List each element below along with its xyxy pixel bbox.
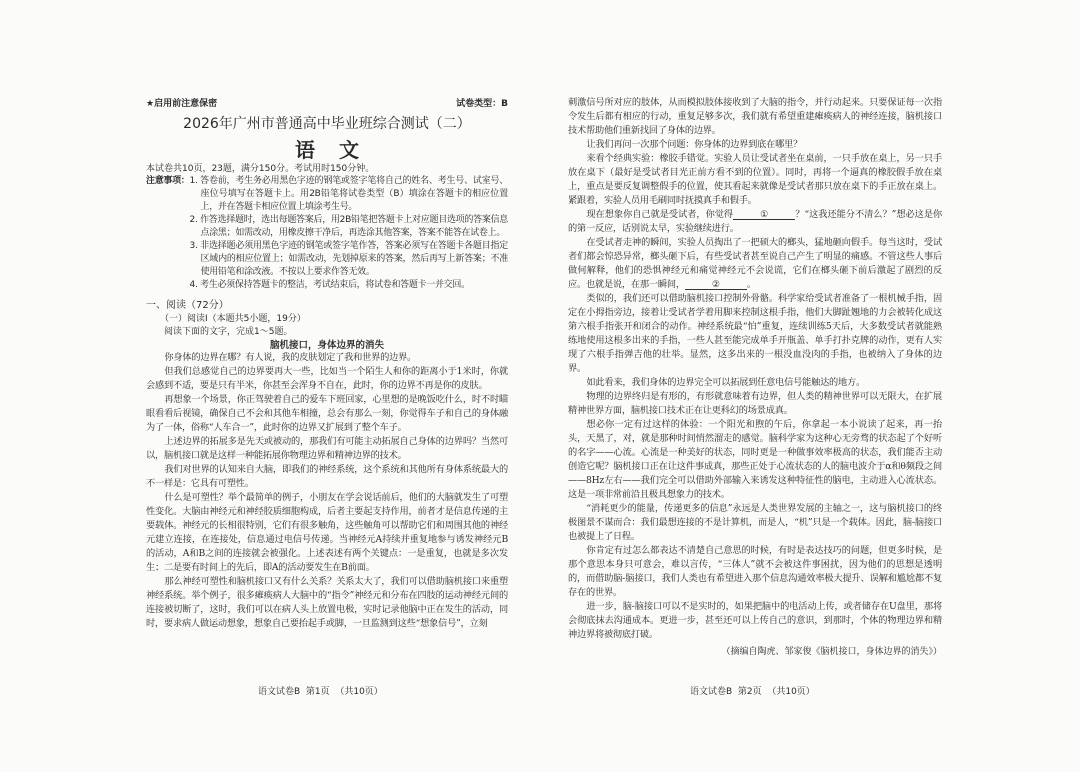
text: 在受试者走神的瞬间，实验人员掏出了一把硕大的榔头，猛地砸向假手。每当这时，受试者们都会惊恐异常，榔头砸下后，有些受试者甚至说自己产生了明显的痛感。不管这些人事后做何解释，他们的恐惧神经元和痛觉神经元不会说谎，它们在榔头砸下前后激起了剧烈的反应。也就是说，在那一瞬间，	[568, 237, 942, 290]
paragraph: 类似的，我们还可以借助脑机接口控制外骨骼。科学家给受试者准备了一根机械手指，固定在小拇指旁边，接着让受试者学着用脚来控制这根手指，他们大脚趾翘地的力会被转化成这第六根手指张开和闭合的动作。神经系统最“怕”重复，连续训练5天后，大多数受试者就能熟练地使用这根多出来的手指，一些人甚至能完成单手开瓶盖、单手打扑克牌的动作，更有人实现了六根手指弹吉他的壮举。显然，这多出来的一根没血没肉的手指，也被纳入了身体的边界。	[568, 293, 942, 374]
article-body-page2	[568, 96, 942, 642]
paragraph: 来看个经典实验：橡胶手错觉。实验人员让受试者坐在桌前，一只手放在桌上，另一只手放在桌下（最好是受试者目光正前方看不到的位置）。同时，再将一个逼真的橡胶假手放在桌上，重点是要反复调整假手的位置，使其看起来就像是受试者那只放在桌下的手正放在桌上。紧跟着，实验人员用毛刷同时抚摸真手和假手。	[568, 153, 942, 206]
paragraph: 你肯定有过怎么都表达不清楚自己意思的时候，有时是表达技巧的问题，但更多时候，是那个意思本身只可意会，难以言传，“三体人”就不会被这件事困扰，因为他们的思想是透明的，而借助脑-脑接口，我们人类也有希望进入那个信息沟通效率极大提升、误解和尴尬都不复存在的世界。	[568, 545, 942, 598]
paper-type: 试卷类型：B	[456, 99, 508, 109]
paragraph: 想必你一定有过这样的体验：一个阳光和煦的午后，你拿起一本小说读了起来，再一抬头，天黑了，对，就是那种时间悄然溜走的感觉。脑科学家为这种心无旁骛的状态起了个好听的名字——心流。心流是一种美好的状态，同时更是一种做事效率极高的状态，我们能否主动创造它呢？脑机接口正在让这件事成真，那些正处于心流状态的人的脑电波介于α和θ频段之间——8Hz左右——我们完全可以借助外部输入来诱发这种特征性的脑电，主动进入心流状态。这是一项非常前沿且极具想象力的技术。	[568, 419, 942, 500]
text: 。	[746, 279, 756, 290]
paragraph: 但我们总感觉自己的边界要再大一些，比如当一个陌生人和你的距离小于1米时，你就会感到不适，要是只有半米，你甚至会浑身不自在，此时，你的边界不再是你的皮肤。	[146, 366, 508, 391]
paragraph: 什么是可塑性？举个最简单的例子，小朋友在学会说话前后，他们的大脑就发生了可塑性变化。大脑由神经元和神经胶质细胞构成，后者主要起支持作用，前者才是信息传递的主要载体。神经元的长相很特别，它们有很多触角，这些触角可以帮助它们和周围其他的神经元建立连接，在连接处，信息通过电信号传递。当神经元A持续并重复地参与诱发神经元B的活动，A和B之间的连接就会被强化。上述表述有两个关键点：一是重复，也就是多次发生；二是要有时间上的先后，即A的活动要发生在B前面。	[146, 492, 508, 573]
page-2	[568, 96, 942, 657]
notes-block	[146, 175, 508, 292]
paragraph: 进一步，脑-脑接口可以不是实时的，如果把脑中的电活动上传，或者储存在U盘里，那将会彻底抹去沟通成本。更进一步，甚至还可以上传自己的意识，到那时，个体的物理边界和精神边界将被彻底打破。	[568, 601, 942, 640]
text: ？“这我还能分不清么？”想必这是你的第一反应，话别说太早，实验继续进行。	[568, 209, 942, 234]
paragraph: 我们对世界的认知来自大脑，即我们的神经系统，这个系统和其他所有身体系统最大的不一样是：它具有可塑性。	[146, 464, 508, 489]
paragraph: 再想象一个场景，你正驾驶着自己的爱车下班回家，心里想的是晚饭吃什么，时不时瞄眼看看后视镜，确保自己不会和其他车相撞，总会有那么一刻，你觉得车子和自己的身体融为了一体，俗称“人车合一”，此时你的边界又扩展到了整个车子。	[146, 394, 508, 433]
confidential-notice: ★启用前注意保密	[146, 99, 218, 109]
exam-title: 2026年广州市普通高中毕业班综合测试（二）	[183, 116, 471, 132]
subsection-heading: （一）阅读Ⅰ（本题共5小题，19分）	[160, 314, 306, 324]
paragraph: “消耗更少的能量，传递更多的信息”永远是人类世界发展的主轴之一，这与脑机接口的终极图景不谋而合：我们最想连接的不是计算机，而是人，“机”只是一个载体。因此，脑-脑接口也被提上了日程。	[568, 503, 942, 542]
text: 现在想象你自己就是受试者，你觉得	[586, 209, 734, 220]
article-title: 脑机接口，身体边界的消失	[269, 340, 384, 351]
paragraph: 让我们再问一次那个问题：你身体的边界到底在哪里？	[586, 139, 803, 150]
note-item: 2. 作答选择题时，选出每题答案后，用2B铅笔把答题卡上对应题目选项的答案信息点涂黑；如需改动，用橡皮擦干净后，再选涂其他答案，答案不能答在试卷上。	[189, 215, 508, 238]
answer-blank-1: ①	[733, 210, 795, 220]
section-heading: 一、阅读（72分）	[146, 300, 229, 311]
page-header	[146, 96, 508, 111]
page-footer-2: 语文试卷B 第2页 （共10页）	[690, 687, 815, 697]
subject-title: 语文	[295, 138, 383, 162]
exam-intro: 本试卷共10页，23题，满分150分。考试用时150分钟。	[146, 164, 375, 174]
answer-blank-2: ②	[685, 280, 747, 290]
paragraph: 物理的边界终归是有形的，有形就意味着有边界，但人类的精神世界可以无限大，在扩展精神世界方面，脑机接口技术正在让更科幻的场景成真。	[568, 391, 942, 416]
paragraph: 你身体的边界在哪？有人说，我的皮肤划定了我和世界的边界。	[164, 352, 417, 363]
page-1	[146, 96, 508, 631]
paragraph: 刺激信号所对应的肢体，从而模拟肢体接收到了大脑的指令，并行动起来。只要保证每一次指令发生后都有相应的行动，重复足够多次，我们就有希望重建瘫痪病人的神经连接，脑机接口技术帮助他们重新找回了身体的边界。	[568, 97, 942, 136]
paragraph-with-blank-1	[568, 208, 942, 236]
notes-label: 注意事项：	[146, 176, 190, 186]
paragraph: 上述边界的拓展多是先天或被动的，那我们有可能主动拓展自己身体的边界吗？当然可以，脑机接口就是这样一种能拓展你物理边界和精神边界的技术。	[146, 436, 508, 461]
notes-list	[190, 175, 508, 292]
article-source: （摘编自陶虎、邹家俊《脑机接口，身体边界的消失》）	[721, 647, 942, 657]
note-item: 1. 答卷前，考生务必用黑色字迹的钢笔或签字笔将自己的姓名、考生号、试室号、座位号填写在答题卡上。用2B铅笔将试卷类型（B）填涂在答题卡的相应位置上，并在答题卡相应位置上填涂考生号。	[189, 176, 508, 212]
article-body-page1	[146, 351, 508, 631]
page-footer-1: 语文试卷B 第1页 （共10页）	[258, 687, 383, 697]
note-item: 4. 考生必须保持答题卡的整洁，考试结束后，将试卷和答题卡一并交回。	[189, 280, 470, 290]
paragraph: 那么神经可塑性和脑机接口又有什么关系？关系太大了，我们可以借助脑机接口来重塑神经系统。举个例子，很多瘫痪病人大脑中的“指令”神经元和分布在四肢的运动神经元间的连接被切断了，这时，我们可以在病人头上放置电极，实时记录他脑中正在发生的活动，同时，要求病人做运动想象，想象自己要抬起手或脚，一旦监测到这些“想象信号”，立刻	[146, 576, 508, 629]
article-paragraphs	[568, 292, 942, 642]
note-item: 3. 非选择题必须用黑色字迹的钢笔或签字笔作答，答案必须写在答题卡各题目指定区域内的相应位置上；如需改动，先划掉原来的答案，然后再写上新答案；不准使用铅笔和涂改液。不按以上要求作答无效。	[189, 241, 508, 277]
instruction: 阅读下面的文字，完成1～5题。	[164, 327, 293, 337]
paragraph: 如此看来，我们身体的边界完全可以拓展到任意电信号能触达的地方。	[586, 377, 866, 388]
paragraph-with-blank-2	[568, 236, 942, 292]
